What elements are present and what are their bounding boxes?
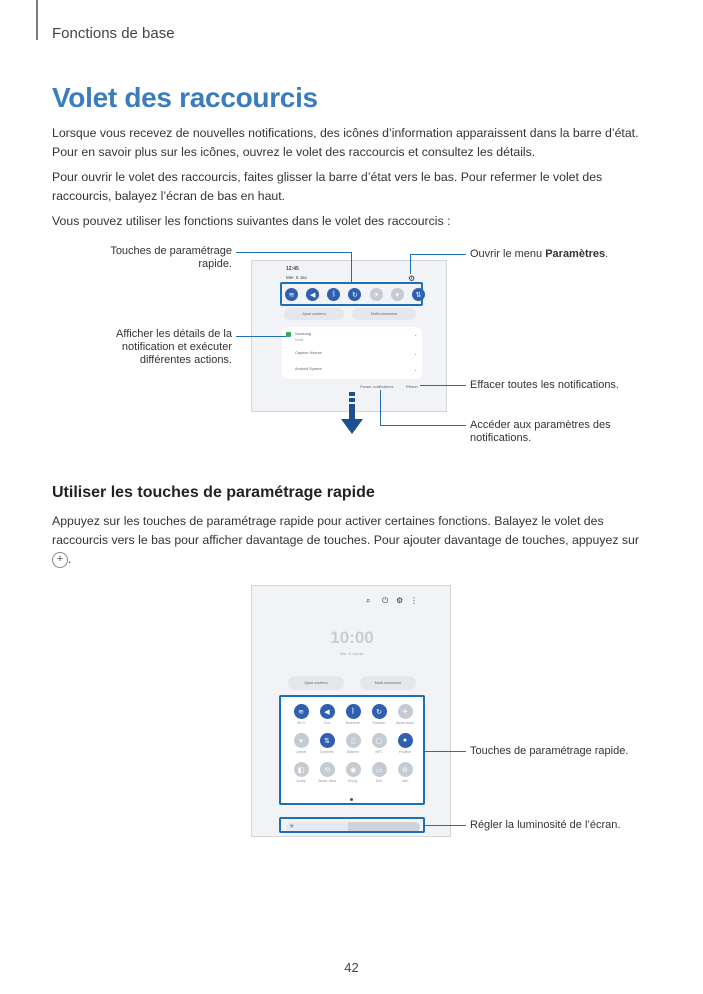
quick-tile-label: DeX: [375, 779, 383, 783]
smart-view-icon[interactable]: ⟲: [320, 762, 335, 777]
callout-line: [380, 390, 381, 425]
rotate-icon[interactable]: ↻: [348, 288, 361, 301]
panel-btn-left[interactable]: Ajout contenu: [288, 676, 344, 690]
notification-1-sub: Notif.: [295, 338, 304, 342]
callout-line: [236, 336, 286, 337]
notification-card: [282, 327, 422, 379]
clear-all-link[interactable]: Effacer: [406, 385, 418, 389]
callout-quick-settings: Touches de paramétrage rapide.: [110, 245, 232, 270]
callout-open-settings: Ouvrir le menu Paramètres.: [470, 248, 609, 260]
header-rule: [36, 0, 38, 40]
quick-settings-outline: [279, 695, 425, 805]
nfc-icon[interactable]: ▢: [372, 733, 387, 748]
sound-icon[interactable]: ◀: [306, 288, 319, 301]
chevron-down-icon[interactable]: ⌄: [414, 368, 418, 372]
quick-tile-label: Lien: [401, 779, 409, 783]
power-icon[interactable]: ⏻: [382, 596, 389, 605]
bluetooth-icon[interactable]: ᛒ: [346, 704, 361, 719]
callout-line: [410, 254, 411, 274]
notification-1-title[interactable]: Samsung: [295, 332, 312, 336]
panel-date: Mer. 8 Jan: [286, 275, 308, 280]
intro-text: [52, 124, 652, 237]
notification-3-title[interactable]: Android System: [295, 367, 322, 371]
quick-tile-label: Enreg.: [347, 779, 359, 783]
chevron-down-icon[interactable]: ⌄: [414, 352, 418, 356]
quick-tile-label: Bluetooth: [345, 721, 361, 725]
data-icon[interactable]: ⇅: [412, 288, 425, 301]
callout-line: [420, 385, 466, 386]
intro-paragraph-1: Lorsque vous recevez de nouvelles notifications, des icônes d’information apparaissent dans la barre d’état. Pour en savoir plus sur les icônes, ouvrez le volet des raccourcis et consultez les détails.: [52, 126, 639, 159]
callout-details: Afficher les détails de la notification et exécuter différentes actions.: [116, 328, 232, 366]
notification-2-title[interactable]: Capture d'écran: [295, 351, 322, 355]
panel-date: Mer. 8 Janvier: [340, 652, 364, 656]
page-number: 42: [344, 960, 359, 975]
callout-line: [410, 254, 466, 255]
chevron-down-icon[interactable]: ⌄: [414, 333, 418, 337]
section-header: Fonctions de base: [52, 25, 175, 42]
rotate-icon[interactable]: ↻: [372, 704, 387, 719]
brightness-outline: [279, 817, 425, 833]
quick-tile-label: Mode avion: [395, 721, 415, 725]
dolby-icon[interactable]: ◧: [294, 762, 309, 777]
torch-icon[interactable]: ▾: [391, 288, 404, 301]
torch-icon[interactable]: ▾: [294, 733, 309, 748]
quick-tile-label: Rotation: [372, 721, 386, 725]
quick-tile-label: Son: [323, 721, 331, 725]
data-icon[interactable]: ⇅: [320, 733, 335, 748]
quick-tile-label: NFC: [375, 750, 383, 754]
add-icon: +: [52, 552, 68, 568]
search-icon[interactable]: ⌕: [366, 596, 371, 605]
panel-gear-icon[interactable]: ⚙: [408, 274, 416, 283]
link-icon[interactable]: ⊘: [398, 762, 413, 777]
quick-tile-label: Dolby: [296, 779, 306, 783]
callout-brightness: Régler la luminosité de l’écran.: [470, 819, 621, 831]
quick-tile-label: Wi-Fi: [296, 721, 306, 725]
airplane-icon[interactable]: ✈: [398, 704, 413, 719]
swipe-down-arrow-icon: [340, 392, 364, 436]
quick-tile-label: Smart View: [318, 779, 336, 783]
battery-icon[interactable]: ▯: [346, 733, 361, 748]
bluetooth-icon[interactable]: ᛒ: [327, 288, 340, 301]
quick-tile-label: Position: [398, 750, 412, 754]
callout-line: [236, 252, 351, 253]
notification-settings-link[interactable]: Param. notifications: [360, 385, 394, 389]
panel-time: 12:45: [286, 266, 299, 272]
callout-quick-settings-2: Touches de paramétrage rapide.: [470, 745, 629, 757]
more-icon[interactable]: ⋮: [410, 596, 418, 605]
brightness-icon: ☀: [289, 824, 295, 830]
gear-icon[interactable]: ⚙: [396, 596, 404, 605]
intro-paragraph-3: Vous pouvez utiliser les fonctions suivantes dans le volet des raccourcis :: [52, 214, 451, 228]
quick-tile-label: Lampe: [295, 750, 307, 754]
callout-line: [380, 425, 466, 426]
panel-btn-right[interactable]: Multi-connexion: [352, 308, 416, 320]
subsection-title: Utiliser les touches de paramétrage rapide: [52, 484, 375, 501]
callout-line: [425, 751, 466, 752]
quick-tile-label: Batterie: [346, 750, 360, 754]
subsection-paragraph: Appuyez sur les touches de paramétrage rapide pour activer certaines fonctions. Balayez le volet des raccourcis vers le bas pour afficher davantage de touches. Pour ajouter davantage de touches, appuyez sur + .: [52, 514, 639, 566]
notification-app-icon: [286, 332, 291, 337]
page-title: Volet des raccourcis: [52, 82, 318, 113]
intro-paragraph-2: Pour ouvrir le volet des raccourcis, faites glisser la barre d’état vers le bas. Pour refermer le volet des raccourcis, balayez l’écran de bas en haut.: [52, 170, 603, 203]
callout-line: [425, 825, 466, 826]
callout-line: [351, 252, 352, 282]
wifi-icon[interactable]: ≋: [285, 288, 298, 301]
quick-tile-label: Données: [319, 750, 334, 754]
airplane-icon[interactable]: ✈: [370, 288, 383, 301]
wifi-icon[interactable]: ≋: [294, 704, 309, 719]
panel-clock: 10:00: [330, 628, 374, 647]
screen-recorder-icon[interactable]: ◉: [346, 762, 361, 777]
panel-btn-right[interactable]: Multi-connexion: [360, 676, 416, 690]
panel-btn-left[interactable]: Ajout contenu: [284, 308, 344, 320]
callout-clear-all: Effacer toutes les notifications.: [470, 379, 619, 391]
dex-icon[interactable]: ▭: [372, 762, 387, 777]
quick-settings-outline: [280, 282, 423, 306]
callout-notification-settings: Accéder aux paramètres des notifications.: [470, 419, 611, 444]
location-icon[interactable]: ●: [398, 733, 413, 748]
sound-icon[interactable]: ◀: [320, 704, 335, 719]
